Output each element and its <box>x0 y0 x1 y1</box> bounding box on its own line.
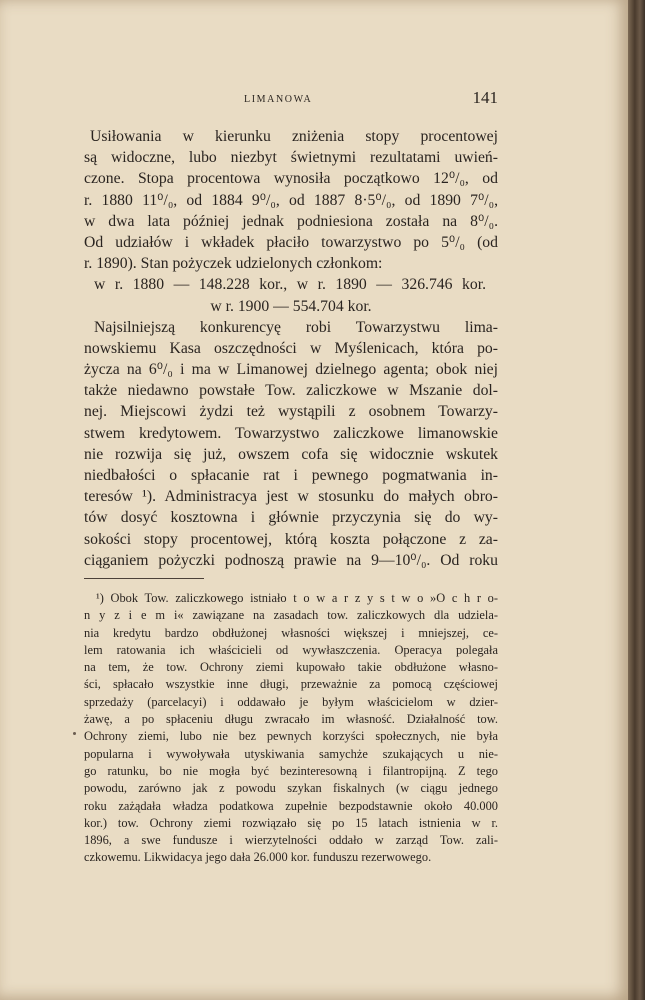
pledge-line: w r. 1900 — 554.704 kor. <box>210 297 372 315</box>
body-line: są widoczne, lubo niezbyt świetnymi rezultatami uwień- <box>84 149 498 167</box>
body-line: życza na 6⁰/₀ i ma w Limanowej dzielnego agenta; obok niej <box>84 361 498 379</box>
footnote-line: popularna i wywoływała utyskiwania samychże szukających u nie- <box>84 746 498 761</box>
body-line: stwem kredytowem. Towarzystwo zaliczkowe limanowskie <box>84 424 498 442</box>
body-line: Najsilniejszą konkurencyę robi Towarzystwu lima- <box>94 318 498 336</box>
footnote-line: Ochrony ziemi, lubo nie bez pewnych korzyści społecznych, nie była <box>84 729 498 744</box>
footnote-line: sprzedaży (parcelacyi) i oddawało je byłym właścicielom w dzier- <box>84 694 498 709</box>
body-line: Usiłowania w kierunku zniżenia stopy procentowej <box>90 128 498 145</box>
body-line: teresów ¹). Administracya jest w stosunku do małych obro- <box>84 488 498 506</box>
body-line: r. 1890). Stan pożyczek udzielonych członkom: <box>84 255 383 273</box>
footnote-line: n y z i e m i« zawiązane na zasadach tow. zaliczkowych dla udziela- <box>84 608 498 623</box>
footnote-line: roku zażądała władza podatkowa zupełnie bezpodstawnie około 40.000 <box>84 798 498 813</box>
running-head: LIMANOWA <box>244 94 313 105</box>
body-line: nie rozwija się już, owszem cofa się widocznie wskutek <box>84 445 498 463</box>
body-line: sokości stopy procentowej, którą koszta połączone z za- <box>84 530 498 548</box>
body-line: r. 1880 11⁰/₀, od 1884 9⁰/₀, od 1887 8·5⁰/₀, od 1890 7⁰/₀, <box>84 191 498 209</box>
body-line: niedbałości o spłacanie rat i pewnego pogmatwania in- <box>84 467 498 484</box>
footnote-line: czkowemu. Likwidacya jego dała 26.000 kor. funduszu rezerwowego. <box>84 850 432 865</box>
page-number: 141 <box>472 88 498 107</box>
body-line: ciąganiem pożyczki podnoszą prawie na 9—10⁰/₀. Od roku <box>84 551 498 569</box>
footnote-line: 1896, a swe fundusze i wierzytelności oddało w zarząd Tow. zali- <box>84 833 498 848</box>
pledge-line: w r. 1880 — 148.228 kor., w r. 1890 — 326.746 kor. <box>94 276 486 294</box>
footnote-line: powodu, zarówno jak z powodu szykan fiskalnych (w ciągu jednego <box>84 781 498 796</box>
body-line: w dwa lata później jednak podniesiona została na 8⁰/₀. <box>84 212 498 230</box>
body-line: nowskiemu Kasa oszczędności w Myślenicach, która po- <box>84 339 498 357</box>
footnote-line: lem ratowania ich właścicieli od wywłaszczenia. Operacya polegała <box>84 642 498 657</box>
margin-speck <box>73 732 76 735</box>
footnote-line: żawę, a po spłaceniu długu zwracało im własność. Działalność tow. <box>84 712 498 727</box>
body-line: tów dosyć kosztowna i głównie przyczynia się do wy- <box>84 509 498 527</box>
footnote-line: kor.) tow. Ochrony ziemi rozwiązało się po 15 latach istnienia w r. <box>84 815 498 830</box>
body-text <box>84 126 498 571</box>
body-line: nej. Miejscowi żydzi też wystąpili z osobnem Towarzy- <box>84 403 498 421</box>
body-line: także niedawno powstałe Tow. zaliczkowe w Mszanie dol- <box>84 382 498 400</box>
footnote-line: ¹) Obok Tow. zaliczkowego istniało t o w a r z y s t w o »O c h r o- <box>96 591 498 605</box>
book-spine-edge <box>628 0 645 1000</box>
footnote-rule <box>84 578 204 579</box>
body-line: Od udziałów i wkładek płaciło towarzystwo po 5⁰/₀ (od <box>84 233 498 251</box>
footnote-line: go ratunku, bo nie mogła być bezinteresowną i filantropijną. Z tego <box>84 763 498 778</box>
body-line: czone. Stopa procentowa wynosiła początkowo 12⁰/₀, od <box>84 170 498 188</box>
footnote-line: nia kredytu bardzo obdłużonej własności większej i mniejszej, ce- <box>84 625 498 640</box>
page-header <box>84 88 498 112</box>
footnote-line: na tem, że tow. Ochrony ziemi kupowało takie obdłużone własno- <box>84 660 498 675</box>
footnote-line: ści, spłacało wszystkie inne długi, przeważnie za pomocą częściowej <box>84 677 498 692</box>
footnotes <box>84 590 498 867</box>
